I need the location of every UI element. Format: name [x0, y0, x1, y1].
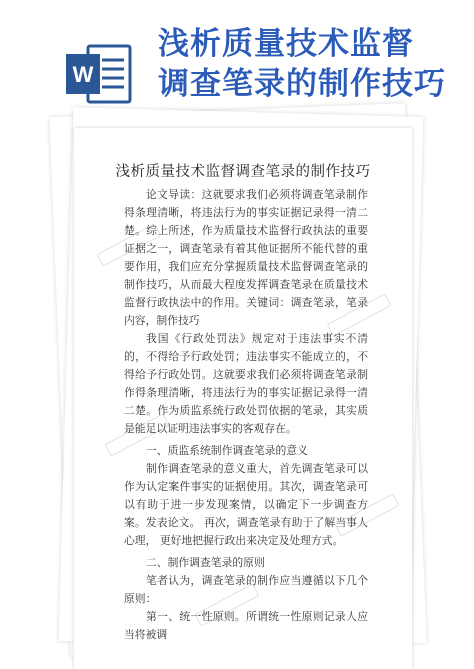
section-heading: 二、制作调查笔录的原则 — [146, 556, 265, 569]
banner-title-line-1: 浅析质量技术监督 — [158, 26, 414, 62]
document-page — [74, 128, 412, 669]
section-heading: 一、质监系统制作调查笔录的意义 — [146, 444, 308, 457]
paragraph-principle-one: 第一、统一性原则。所谓统一性原则记录人应当将被调 — [124, 610, 368, 641]
banner-title — [158, 24, 458, 104]
word-document-icon — [66, 44, 132, 104]
word-icon-letter: W — [72, 62, 94, 87]
document-title: 浅析质量技术监督调查笔录的制作技巧 — [115, 164, 371, 180]
paragraph-intro: 我国《行政处罚法》规定对于违法事实不清的，不得给予行政处罚；违法事实不能成立的，不得给予行政处罚。这就要求我们必须将调查笔录制作得条理清晰，将违法行为的事实证据记录得一清二楚。作为质监系统行政处罚依据的笔录，其实质是能足以证明违法事实的客观存在。 — [124, 332, 368, 435]
banner-title-line-2: 调查笔录的制作技巧 — [158, 66, 446, 102]
paragraph-principles: 笔者认为，调查笔录的制作应当遵循以下几个原则： — [124, 574, 368, 605]
paragraph-abstract: 论文导读：这就要求我们必须将调查笔录制作得条理清晰，将违法行为的事实证据记录得一清二楚。综上所述，作为质量技术监督行政执法的重要证据之一，调查笔录有着其他证据所不能代替的重要作用，我们应充分掌握质量技术监督调查笔录的制作技巧，从而最大程度发挥调查笔录在质量技术监督行政执法中的作用。关键词：调查笔录，笔录内容，制作技巧 — [124, 188, 368, 327]
paragraph-significance: 制作调查笔录的意义重大，首先调查笔录可以作为认定案件事实的证据使用。其次，调查笔录可以有助于进一步发现案情，以确定下一步调查方案。发表论文。 再次，调查笔录有助于了解当事人心理， 更好地把握行政出来决定及处理方式。 — [124, 462, 368, 547]
document-body — [124, 186, 368, 644]
